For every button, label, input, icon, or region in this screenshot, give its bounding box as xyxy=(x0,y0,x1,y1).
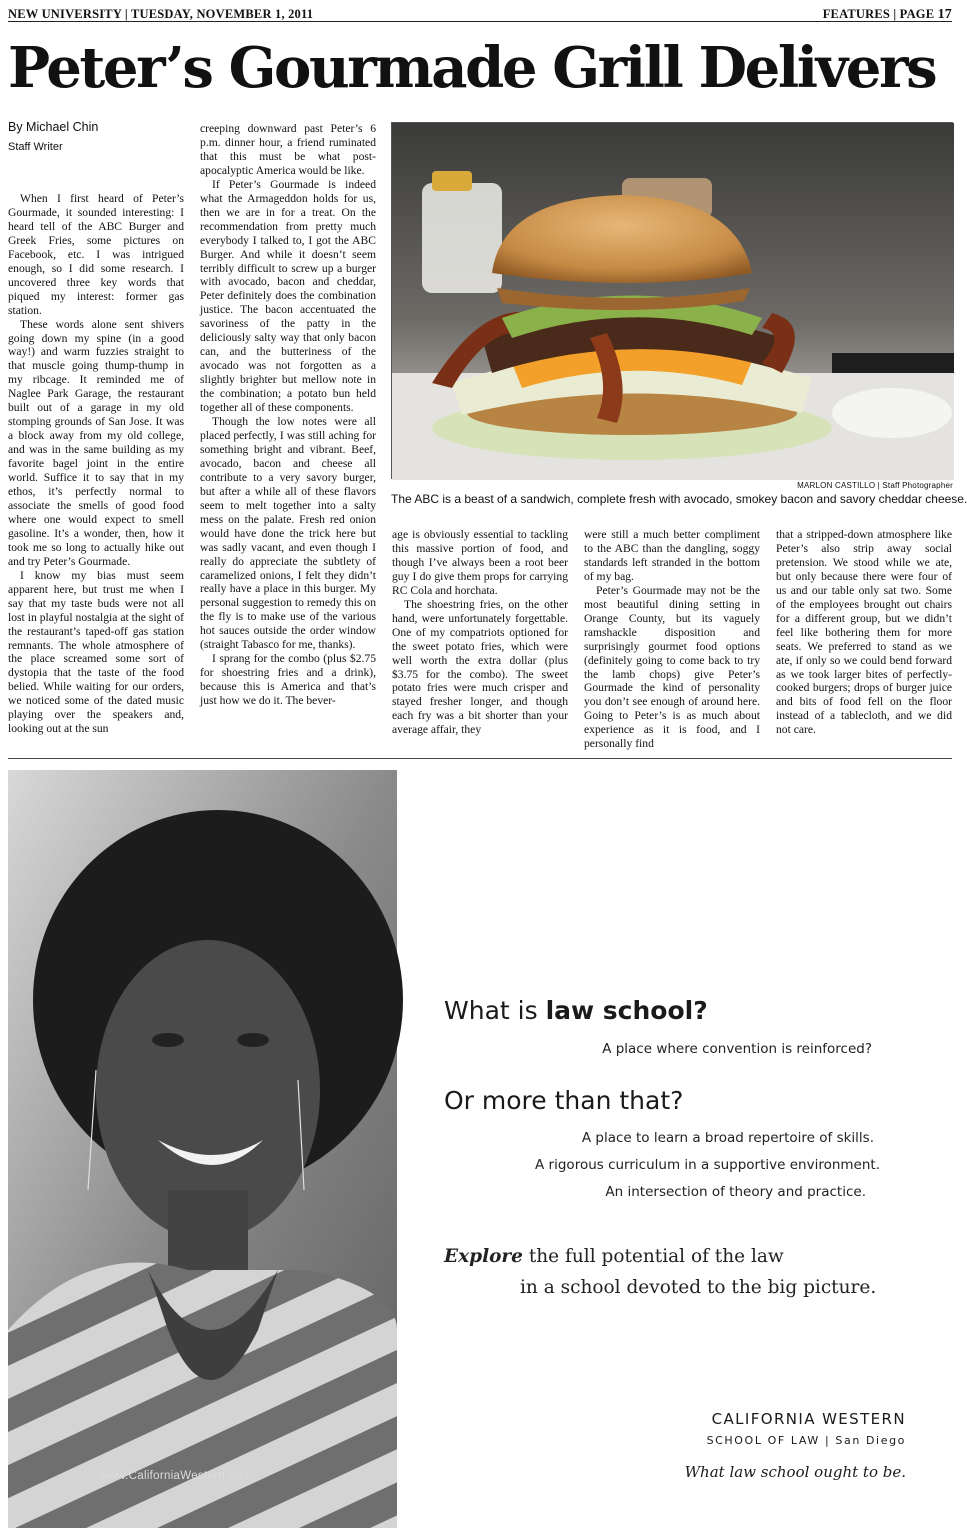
paragraph: If Peter’s Gourmade is indeed what the Armageddon holds for us, then we are in for a treat. On the recommendation from pretty much everybody I talked to, I got the ABC Burger. And while it doesn’t seem terribly difficult to screw up a burger with avocado, bacon and cheddar, Peter definitely does the combination justice. The bacon accentuated the savoriness of the patty in the deliciously salty way that only bacon can, and the butteriness of the avocado was not forgotten as a slightly brighter but mellow note in the combination; a potato bun held together all of these components. xyxy=(200,177,376,415)
ad-brand-name: CALIFORNIA WESTERN xyxy=(711,1410,906,1428)
masthead-date: NEW UNIVERSITY | TUESDAY, NOVEMBER 1, 2011 xyxy=(8,7,314,21)
article-column-5 xyxy=(776,528,952,740)
ad-explore-line-1 xyxy=(444,1246,784,1267)
paragraph: I sprang for the combo (plus $2.75 for shoestring fries and a drink), because this is America and that’s just how we do it. The bever- xyxy=(200,652,376,708)
ad-line-3: An intersection of theory and practice. xyxy=(605,1184,866,1200)
headline: Peter’s Gourmade Grill Delivers xyxy=(8,35,936,101)
ad-question-1 xyxy=(444,996,708,1025)
paragraph: age is obviously essential to tackling this massive portion of food, and though I’ve always been a root beer guy I do give them props for carrying RC Cola and horchata. xyxy=(392,528,568,597)
law-school-advertisement xyxy=(8,770,952,1528)
photo-credit: MARLON CASTILLO | Staff Photographer xyxy=(797,481,953,490)
paragraph: creeping downward past Peter’s 6 p.m. dinner hour, a friend ruminated that this must be what post-apocalyptic America would be like. xyxy=(200,122,376,177)
article-column-1 xyxy=(8,192,184,740)
paragraph: Peter’s Gourmade may not be the most beautiful dining setting in Orange County, but its vaguely ramshackle disposition and surprisingly gourmet food options (definitely going to come back to try the lamb chops) give Peter’s Gourmade the kind of personality you don’t see enough of around here. Going to Peter’s is as much about experience as it is food, and I personally find xyxy=(584,583,760,751)
ad-explore-emphasis: Explore xyxy=(444,1246,523,1267)
byline-author: By Michael Chin xyxy=(8,120,99,134)
section-label: FEATURES | PAGE xyxy=(822,7,938,21)
paragraph: I know my bias must seem apparent here, but trust me when I say that my taste buds were not all lost in playful nostalgia at the sight of the restaurant’s taped-off gas station remnants. The whole atmosphere of the place screamed some sort of dystopia that the taste of the food belied. While waiting for our orders, we noticed some of the dated music playing over the speakers and, looking out at the sun xyxy=(8,568,184,736)
ad-website-url: www.CaliforniaWestern.edu xyxy=(100,1470,249,1482)
byline-role: Staff Writer xyxy=(8,141,63,153)
paragraph: When I first heard of Peter’s Gourmade, it sounded interesting: I heard tell of the ABC Burger and Greek Fries, some pictures on Facebook, etc. I was intrigued enough, so I did some research. I uncovered three key words that piqued my interest: former gas station. xyxy=(8,192,184,317)
portrait-illustration xyxy=(8,770,397,1528)
paragraph: Though the low notes were all placed perfectly, I was still aching for something bright and vibrant. Beef, avocado, bacon and cheese all contribute to a very savory burger, but after a while all of these flavors seem to melt together into a salty mess on the palate. Fresh red onion would have done the trick here but was sadly vacant, and even though I really do appreciate the subtlety of caramelized onions, I felt they didn’t really have a place in this burger. My personal suggestion to remedy this on the fly is to make use of the various hot sauces outside the order window (straight Tabasco for me, thanks). xyxy=(200,415,376,652)
burger-photo xyxy=(391,122,953,479)
section-divider xyxy=(8,758,952,759)
article-column-4 xyxy=(584,528,760,751)
page-number: 17 xyxy=(937,7,952,22)
ad-q1-bold: law school? xyxy=(545,996,708,1025)
masthead xyxy=(8,6,952,22)
ad-portrait-photo xyxy=(8,770,397,1528)
burger-illustration xyxy=(392,123,954,480)
paragraph: were still a much better compliment to the ABC than the dangling, soggy standards left stranded in the bottom of my bag. xyxy=(584,528,760,583)
paragraph: The shoestring fries, on the other hand, were unfortunately forgettable. One of my compatriots optioned for the sweet potato fries, which were well worth the extra dollar (plus $3.75 for the combo). The sweet potato fries were much crisper and stayed fresher longer, and though each fry was a bit shorter than your average affair, they xyxy=(392,597,568,737)
photo-caption: The ABC is a beast of a sandwich, complete fresh with avocado, smokey bacon and savory cheddar cheese. xyxy=(391,492,967,506)
ad-explore-rest: the full potential of the law xyxy=(522,1246,784,1267)
masthead-section xyxy=(823,7,952,23)
article-column-2 xyxy=(200,122,376,740)
ad-explore-line-2: in a school devoted to the big picture. xyxy=(520,1277,877,1298)
ad-line-1: A place to learn a broad repertoire of skills. xyxy=(581,1130,874,1146)
ad-brand-subtitle: SCHOOL OF LAW | San Diego xyxy=(706,1434,906,1447)
ad-line-2: A rigorous curriculum in a supportive environment. xyxy=(535,1157,880,1173)
paragraph: that a stripped-down atmosphere like Peter’s also strip away social pretension. We stood while we ate, but only because there were four of us and our table only sat two. Some of the employees brought out chairs for a different group, but we didn’t feel like bothering them for more seats. We preferred to stand as we ate, if only so we could bend forward as we took larger bites of perfectly-cooked burgers; drops of burger juice and bits of food fell on the floor instead of a tablecloth, and we did not care. xyxy=(776,528,952,737)
paragraph: These words alone sent shivers going down my spine (in a good way!) and warm fuzzies straight to that muscle going thump-thump in my ribcage. It reminded me of Naglee Park Garage, the restaurant built out of a garage in my old stomping grounds of San Jose. It was a block away from my old college, and was in the same building as my favorite bagel joint in the entire world. Suffice it to say that in my ethos, it’s perfectly normal to associate the smells of good food where one would expect to smell gasoline. It’s a wonder, then, how it took me so long to actually hike out and try Peter’s Gourmade. xyxy=(8,317,184,568)
ad-tagline: What law school ought to be. xyxy=(684,1463,906,1481)
ad-answer-1: A place where convention is reinforced? xyxy=(602,1041,872,1057)
ad-q1-prefix: What is xyxy=(444,996,546,1025)
ad-question-2: Or more than that? xyxy=(444,1086,684,1115)
article-column-3 xyxy=(392,528,568,740)
byline xyxy=(8,120,98,153)
